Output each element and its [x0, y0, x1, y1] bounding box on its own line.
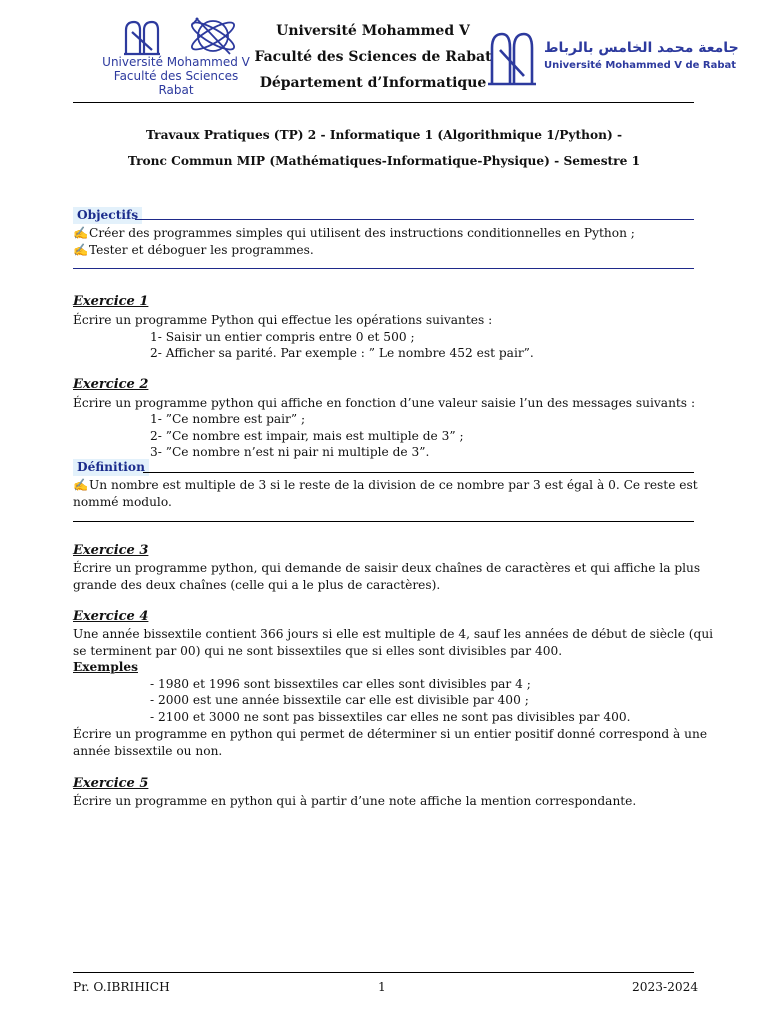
example-item-1: - 1980 et 1996 sont bissextiles car elles sont divisibles par 4 ; [150, 677, 531, 691]
right-logo-arabic: جامعة محمد الخامس بالرباط [544, 40, 739, 56]
exercice-4-task-1: Écrire un programme en python qui permet de déterminer si un entier positif donné correspond à une [73, 727, 708, 741]
pencil-icon: ✍ [73, 226, 89, 240]
footer-author: Pr. O.IBRIHICH [73, 980, 170, 994]
pencil-icon: ✍ [73, 243, 89, 257]
pencil-icon: ✍ [73, 478, 89, 492]
exercice-4-task-2: année bissextile ou non. [73, 744, 223, 758]
doc-title-line-1: Travaux Pratiques (TP) 2 - Informatique 1 (Algorithmique 1/Python) - [145, 128, 623, 142]
definition-label: Définition [73, 459, 149, 476]
exercice-3-line-1: Écrire un programme python, qui demande de saisir deux chaînes de caractères et qui affiche la plus [73, 561, 701, 575]
exercice-2-title: Exercice 2 [73, 377, 149, 392]
objectifs-top-rule [135, 219, 694, 220]
exercice-4-line-2: se terminent par 00) qui ne sont bissextiles que si elles sont divisibles par 400. [73, 644, 563, 658]
example-item-2: - 2000 est une année bissextile car elle est divisible par 400 ; [150, 693, 529, 707]
university-name: Université Mohammed V [276, 23, 470, 39]
exemples-label: Exemples [73, 660, 138, 674]
definition-line-1: Un nombre est multiple de 3 si le reste de la division de ce nombre par 3 est égal à 0. Ce reste est [89, 478, 698, 492]
page-number: 1 [378, 980, 386, 994]
exercice-4-title: Exercice 4 [73, 609, 149, 624]
objectifs-label: Objectifs [73, 207, 142, 224]
exercice-1-item-1: 1- Saisir un entier compris entre 0 et 500 ; [150, 330, 415, 344]
example-item-3: - 2100 et 3000 ne sont pas bissextiles car elles ne sont pas divisibles par 400. [150, 710, 631, 724]
definition-line-2: nommé modulo. [73, 495, 172, 509]
exercice-3-title: Exercice 3 [73, 543, 149, 558]
exercice-3-line-2: grande des deux chaînes (celle qui a le plus de caractères). [73, 578, 441, 592]
left-logo-line-3: Rabat [158, 83, 194, 97]
exercice-2-item-3: 3- ”Ce nombre n’est ni pair ni multiple de 3”. [150, 445, 430, 459]
definition-bottom-rule [73, 521, 694, 522]
header-divider [73, 102, 694, 103]
footer-year: 2023-2024 [632, 980, 699, 994]
exercice-5-title: Exercice 5 [73, 776, 149, 791]
objectif-item-1: Créer des programmes simples qui utilisent des instructions conditionnelles en Python ; [89, 226, 635, 240]
exercice-2-item-1: 1- ”Ce nombre est pair” ; [150, 412, 306, 426]
exercice-4-line-1: Une année bissextile contient 366 jours si elle est multiple de 4, sauf les années de début de siècle (qui [73, 627, 714, 641]
right-logo-latin: Université Mohammed V de Rabat [544, 60, 737, 71]
department-name: Département d’Informatique [259, 75, 487, 91]
exercice-1-item-2: 2- Afficher sa parité. Par exemple : ” Le nombre 452 est pair”. [150, 346, 534, 360]
doc-title-line-2: Tronc Commun MIP (Mathématiques-Informatique-Physique) - Semestre 1 [127, 154, 641, 168]
footer-divider [73, 972, 694, 973]
exercice-5-line-1: Écrire un programme en python qui à partir d’une note affiche la mention correspondante. [73, 794, 637, 808]
faculty-name: Faculté des Sciences de Rabat [254, 49, 492, 65]
exercice-2-intro: Écrire un programme python qui affiche en fonction d’une valeur saisie l’un des messages suivants : [73, 396, 696, 410]
objectifs-bottom-rule [73, 268, 694, 269]
left-logo-line-2: Faculté des Sciences [113, 69, 239, 83]
exercice-2-item-2: 2- ”Ce nombre est impair, mais est multiple de 3” ; [150, 429, 464, 443]
left-logo-line-1: Université Mohammed V [102, 55, 250, 69]
objectif-item-2: Tester et déboguer les programmes. [89, 243, 314, 257]
university-logo [484, 28, 540, 88]
definition-top-rule [143, 472, 694, 473]
exercice-1-title: Exercice 1 [73, 294, 149, 309]
exercice-1-intro: Écrire un programme Python qui effectue les opérations suivantes : [73, 313, 493, 327]
